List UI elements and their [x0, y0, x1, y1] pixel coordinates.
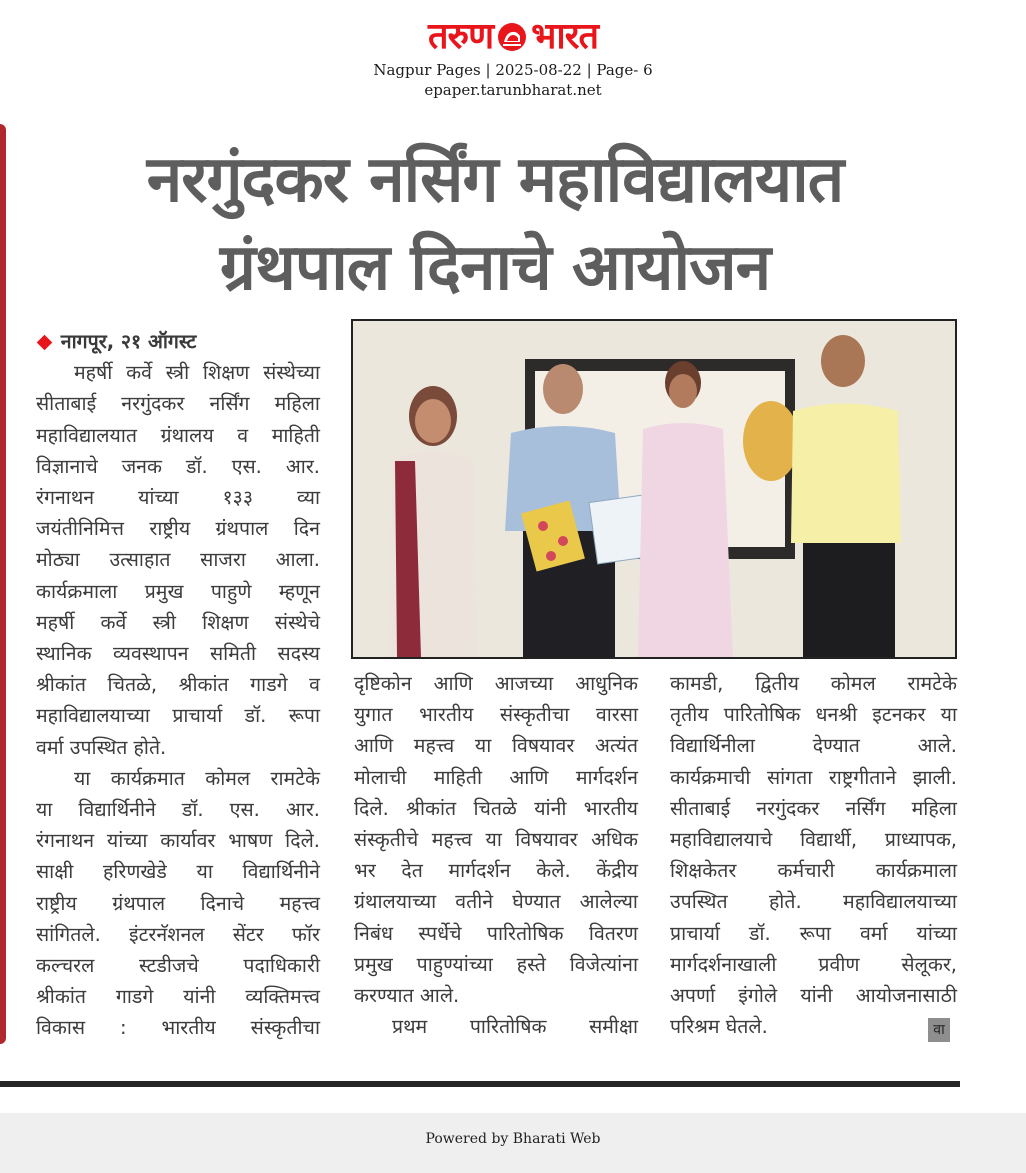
article-text-line: संस्कृतीचे महत्त्व या विषयावर अधिक	[354, 828, 638, 852]
article-text-line: महर्षी कर्वे स्त्री शिक्षण संस्थेचे	[36, 610, 320, 634]
article-text-line: या कार्यक्रमात कोमल रामटेके	[74, 766, 320, 790]
article-text-line: श्रीकांत चितळे, श्रीकांत गाडगे व	[36, 673, 320, 697]
headline-line-2: ग्रंथपाल दिनाचे आयोजन	[219, 231, 771, 305]
article-text-line: वर्मा उपस्थित होते.	[36, 735, 167, 759]
article-text-line: दृष्टिकोन आणि आजच्या आधुनिक	[354, 672, 638, 695]
article-text-line: ग्रंथालयाच्या वतीने घेण्यात आलेल्या	[354, 890, 638, 914]
powered-by-link[interactable]: Powered by Bharati Web	[425, 1131, 601, 1147]
article-text-line: प्रथम पारितोषिक समीक्षा	[392, 1015, 638, 1039]
column-1-body	[36, 357, 320, 1043]
column-3-body	[670, 668, 957, 1042]
site-url[interactable]: epaper.tarunbharat.net	[424, 81, 602, 99]
article-text-line: शिक्षकेतर कर्मचारी कार्यक्रमाला	[670, 859, 957, 883]
article-text-line: दिले. श्रीकांत चितळे यांनी भारतीय	[354, 796, 638, 820]
reporter-tag: वा	[928, 1018, 950, 1042]
article-text-line: जयंतीनिमित्त राष्ट्रीय ग्रंथपाल दिन	[36, 517, 320, 541]
article-text-line: विज्ञानाचे जनक डॉ. एस. आर.	[36, 454, 320, 478]
article-text-line: परिश्रम घेतले.	[670, 1015, 768, 1039]
article-text-line: भर देत मार्गदर्शन केले. केंद्रीय	[354, 859, 638, 883]
edition-info: Nagpur Pages | 2025-08-22 | Page- 6	[373, 61, 653, 79]
event-photo-illustration	[353, 321, 955, 657]
article-text-line: सांगितले. इंटरनॅशनल सेंटर फॉर	[36, 922, 320, 946]
article-text-line: कल्चरल स्टडीजचे पदाधिकारी	[36, 954, 320, 978]
article-text-line: तृतीय पारितोषिक धनश्री इटनकर या	[670, 703, 957, 727]
article-text-line: करण्यात आले.	[354, 984, 460, 1008]
article-text-line: महाविद्यालयात ग्रंथालय व माहिती	[36, 423, 320, 447]
article-text-line: प्रमुख पाहुण्यांच्या हस्ते विजेत्यांना	[354, 952, 638, 976]
article-text-line: मोलाची माहिती आणि मार्गदर्शन	[354, 765, 638, 789]
diamond-bullet-icon	[37, 335, 53, 351]
article-text-line: या विद्यार्थिनीने डॉ. एस. आर.	[36, 798, 320, 822]
article-text-line: रंगनाथन यांच्या १३३ व्या	[36, 486, 320, 510]
article-text-line: कामडी, द्वितीय कोमल रामटेके	[670, 672, 957, 695]
article-text-line: निबंध स्पर्धेचे पारितोषिक वितरण	[354, 921, 638, 945]
dateline	[36, 326, 320, 357]
article-text-line: महर्षी कर्वे स्त्री शिक्षण संस्थेच्या	[74, 361, 320, 385]
article-text-line: रंगनाथन यांच्या कार्यावर भाषण दिले.	[36, 829, 320, 853]
article-text-line: विकास : भारतीय संस्कृतीचा	[36, 1016, 320, 1040]
article-text-line: प्राचार्या डॉ. रूपा वर्मा यांच्या	[670, 921, 957, 945]
logo-word-right: भारत	[531, 16, 598, 57]
article-photo[interactable]	[351, 319, 957, 659]
footer	[0, 1113, 1026, 1173]
logo-word-left: तरुण	[428, 16, 494, 57]
article-text-line: श्रीकांत गाडगे यांनी व्यक्तिमत्त्व	[36, 985, 320, 1009]
article-text-line: अपर्णा इंगोले यांनी आयोजनासाठी	[670, 984, 957, 1008]
article-text-line: आणि महत्त्व या विषयावर अत्यंत	[354, 734, 638, 758]
column-2-body	[354, 668, 638, 1042]
masthead	[0, 0, 1026, 105]
article-text-line: महाविद्यालयाच्या प्राचार्या डॉ. रूपा	[36, 704, 320, 728]
dateline-text: नागपूर, २१ ऑगस्ट	[60, 330, 197, 353]
article-text-line: उपस्थित होते. महाविद्यालयाच्या	[670, 890, 957, 914]
article-text-line: साक्षी हरिणखेडे या विद्यार्थिनीने	[36, 860, 320, 884]
article-text-line: महाविद्यालयाचे विद्यार्थी, प्राध्यापक,	[670, 828, 957, 852]
article-text-line: युगात भारतीय संस्कृतीचा वारसा	[354, 703, 638, 727]
bottom-divider	[0, 1081, 960, 1087]
article-column-3	[670, 668, 957, 1042]
article-text-line: सीताबाई नरगुंदकर नर्सिंग महिला	[36, 392, 320, 416]
article-text-line: मोठ्या उत्साहात साजरा आला.	[36, 548, 320, 572]
article-text-line: मार्गदर्शनाखाली प्रवीण सेलूकर,	[670, 952, 957, 976]
headline-line-1: नरगुंदकर नर्सिंग महाविद्यालयात	[146, 143, 844, 217]
tarun-bharat-logo[interactable]	[388, 16, 638, 58]
article-text-line: कार्यक्रमाची सांगता राष्ट्रगीताने झाली.	[670, 765, 957, 789]
article-text-line: राष्ट्रीय ग्रंथपाल दिनाचे महत्त्व	[36, 891, 320, 915]
lion-emblem-icon	[497, 22, 527, 52]
article-column-2	[354, 668, 638, 1042]
article-text-line: कार्यक्रमाला प्रमुख पाहुणे म्हणून	[36, 579, 320, 603]
article-text-line: स्थानिक व्यवस्थापन समिती सदस्य	[36, 642, 320, 666]
page-edge-border	[0, 124, 6, 1044]
article-column-1	[36, 326, 320, 1044]
article-text-line: सीताबाई नरगुंदकर नर्सिंग महिला	[670, 796, 957, 820]
article-text-line: विद्यार्थिनीला देण्यात आले.	[670, 734, 957, 758]
